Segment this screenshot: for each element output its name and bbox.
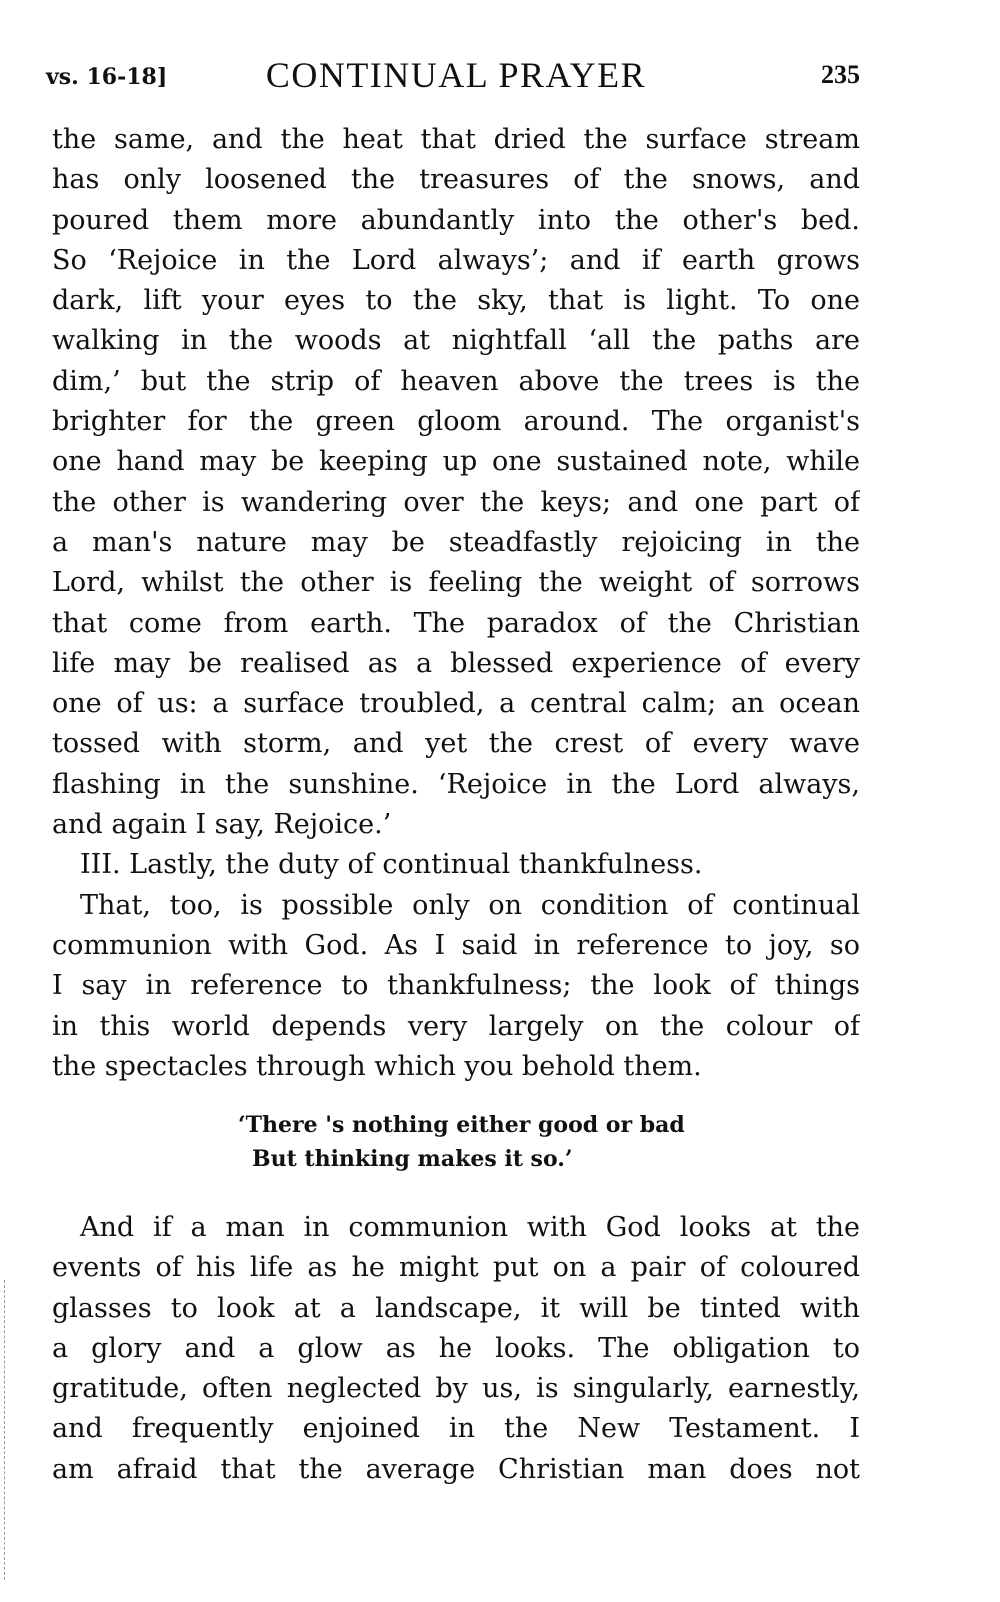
text-line: gratitude, often neglected by us, is singularly, earnestly, bbox=[52, 1373, 860, 1405]
quotation bbox=[238, 1108, 685, 1176]
text-line: events of his life as he might put on a pair of coloured bbox=[52, 1252, 860, 1284]
text-line: the other is wandering over the keys; and one part of bbox=[52, 486, 860, 518]
text-line: That, too, is possible only on condition of continual bbox=[80, 889, 860, 921]
text-line: a man's nature may be steadfastly rejoicing in the bbox=[52, 526, 860, 558]
text-line: the spectacles through which you behold them. bbox=[52, 1050, 702, 1082]
text-line: So ‘Rejoice in the Lord always’; and if earth grows bbox=[52, 244, 860, 276]
main-text-continued bbox=[52, 1208, 860, 1490]
text-line: communion with God. As I said in reference to joy, so bbox=[52, 929, 860, 961]
text-line: one of us: a surface troubled, a central calm; an ocean bbox=[52, 688, 860, 720]
main-text bbox=[52, 120, 860, 1087]
text-line: one hand may be keeping up one sustained note, while bbox=[52, 446, 860, 478]
text-line: and frequently enjoined in the New Testament. I bbox=[52, 1413, 860, 1445]
text-line: poured them more abundantly into the other's bed. bbox=[52, 204, 860, 236]
text-line: brighter for the green gloom around. The organist's bbox=[52, 406, 860, 438]
text-line: I say in reference to thankfulness; the look of things bbox=[52, 970, 860, 1002]
text-line: the same, and the heat that dried the surface stream bbox=[52, 124, 860, 155]
text-line: dim,’ but the strip of heaven above the trees is the bbox=[52, 365, 860, 397]
text-line: and again I say, Rejoice.’ bbox=[52, 809, 392, 841]
text-line: tossed with storm, and yet the crest of every wave bbox=[52, 728, 860, 760]
text-line: am afraid that the average Christian man does not bbox=[52, 1453, 860, 1485]
text-line: that come from earth. The paradox of the Christian bbox=[52, 607, 860, 639]
text-line: walking in the woods at nightfall ‘all the paths are bbox=[52, 325, 860, 357]
text-line: glasses to look at a landscape, it will be tinted with bbox=[52, 1292, 860, 1324]
book-page bbox=[46, 0, 860, 1602]
text-line: Lord, whilst the other is feeling the weight of sorrows bbox=[52, 567, 860, 599]
text-line: And if a man in communion with God looks at the bbox=[80, 1212, 860, 1243]
page-number: 235 bbox=[821, 60, 860, 89]
text-line: has only loosened the treasures of the snows, and bbox=[52, 164, 860, 196]
running-head bbox=[46, 50, 860, 98]
section-heading-line: III. Lastly, the duty of continual thankfulness. bbox=[80, 849, 703, 881]
verse-range: vs. 16-18] bbox=[46, 64, 168, 90]
binding-edge-line bbox=[4, 1280, 6, 1580]
text-line: flashing in the sunshine. ‘Rejoice in the Lord always, bbox=[52, 768, 860, 800]
text-line: a glory and a glow as he looks. The obligation to bbox=[52, 1332, 860, 1364]
quotation-line: But thinking makes it so.’ bbox=[252, 1146, 573, 1172]
text-line: in this world depends very largely on the colour of bbox=[52, 1010, 860, 1042]
quotation-line: ‘There 's nothing either good or bad bbox=[238, 1112, 685, 1138]
chapter-title: CONTINUAL PRAYER bbox=[265, 55, 647, 95]
text-line: dark, lift your eyes to the sky, that is light. To one bbox=[52, 285, 860, 317]
text-line: life may be realised as a blessed experience of every bbox=[52, 647, 860, 679]
